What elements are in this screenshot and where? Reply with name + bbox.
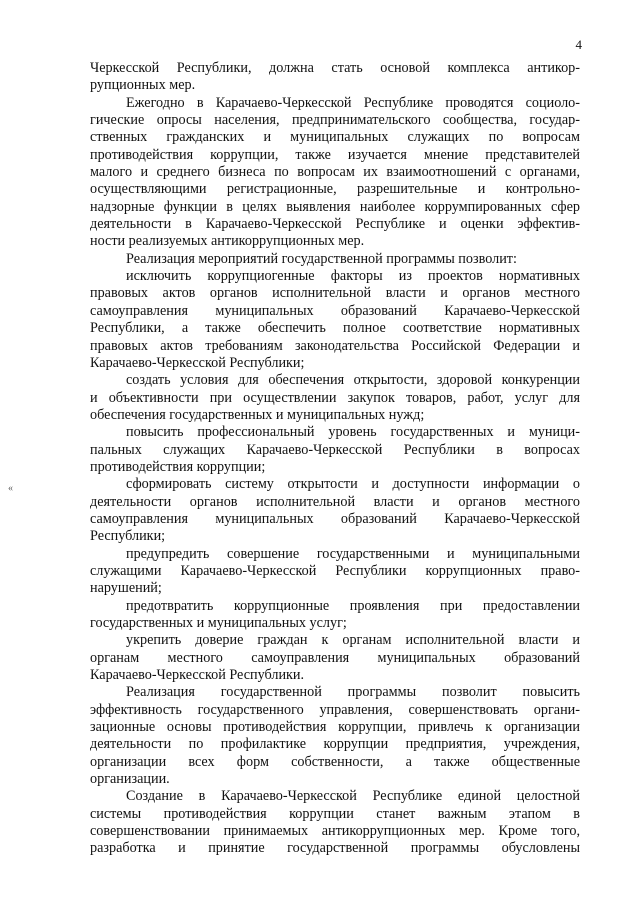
text-line: Республики, а также обеспечить полное соответствие нормативных: [90, 320, 580, 337]
text-line: надзорные функции в целях выявления наиболее коррумпированных сфер: [90, 198, 580, 215]
text-line: организации всех форм собственности, а также общественные: [90, 753, 580, 770]
text-line: укрепить доверие граждан к органам исполнительной власти и: [126, 632, 580, 649]
text-line: малого и среднего бизнеса по вопросам их взаимоотношений с органами,: [90, 164, 580, 181]
text-line: эффективность государственного управления, совершенствовать органи-: [90, 701, 580, 718]
text-line: и объективности при осуществлении закупок товаров, работ, услуг для: [90, 389, 580, 406]
text-line: нарушений;: [90, 580, 162, 597]
text-line: гические опросы населения, предпринимательского сообщества, государ-: [90, 112, 580, 129]
text-line: предотвратить коррупционные проявления при предоставлении: [126, 597, 580, 614]
text-line: Ежегодно в Карачаево-Черкесской Республике проводятся социоло-: [126, 94, 580, 111]
text-line: Черкесской Республики, должна стать основой комплекса антикор-: [90, 60, 580, 76]
text-line: деятельности в Карачаево-Черкесской Республике и оценки эффектив-: [90, 216, 580, 233]
text-line: противодействия коррупции, также изучается мнение представителей: [90, 146, 580, 163]
text-line: ственных гражданских и муниципальных служащих по вопросам: [90, 129, 580, 146]
text-line: Реализация мероприятий государственной программы позволит:: [126, 250, 517, 267]
text-line: правовых актов органов исполнительной власти и органов местного: [90, 285, 580, 302]
text-line: деятельности органов исполнительной власти и органов местного: [90, 493, 580, 510]
text-line: исключить коррупциогенные факторы из проектов нормативных: [126, 268, 580, 285]
text-line: Республики;: [90, 528, 166, 545]
margin-mark: «: [8, 483, 13, 494]
text-line: деятельности по профилактике коррупции предприятия, учреждения,: [90, 736, 580, 753]
text-line: противодействия коррупции;: [90, 458, 266, 475]
text-line: обеспечения государственных и муниципальных нужд;: [90, 406, 425, 423]
text-line: служащими Карачаево-Черкесской Республики коррупционных право-: [90, 562, 580, 579]
text-line: самоуправления муниципальных образований Карачаево-Черкесской: [90, 302, 580, 319]
page-number: 4: [575, 37, 582, 52]
text-line: самоуправления муниципальных образований Карачаево-Черкесской: [90, 510, 580, 527]
text-line: рупционных мер.: [90, 77, 196, 94]
text-line: осуществляющими регистрационные, разрешительные и контрольно-: [90, 181, 580, 198]
text-line: предупредить совершение государственными и муниципальными: [126, 545, 580, 562]
text-line: зационные основы противодействия коррупции, привлечь к организации: [90, 719, 580, 736]
text-line: повысить профессиональный уровень государственных и муници-: [126, 424, 580, 441]
text-line: разработка и принятие государственной программы обусловлены: [90, 840, 580, 857]
text-line: организации.: [90, 771, 170, 788]
text-line: Создание в Карачаево-Черкесской Республике единой целостной: [126, 788, 580, 805]
text-line: Карачаево-Черкесской Республики;: [90, 354, 305, 371]
text-line: Реализация государственной программы позволит повысить: [126, 684, 580, 701]
text-line: пальных служащих Карачаево-Черкесской Республики в вопросах: [90, 441, 580, 458]
text-line: органам местного самоуправления муниципальных образований: [90, 649, 580, 666]
text-line: Карачаево-Черкесской Республики.: [90, 667, 305, 684]
text-line: правовых актов требованиям законодательства Российской Федерации и: [90, 337, 580, 354]
text-line: ности реализуемых антикоррупционных мер.: [90, 233, 365, 250]
text-line: системы противодействия коррупции станет важным этапом в: [90, 805, 580, 822]
text-line: совершенствовании принимаемых антикоррупционных мер. Кроме того,: [90, 823, 580, 840]
body-text: [90, 60, 580, 858]
text-line: создать условия для обеспечения открытости, здоровой конкуренции: [126, 372, 580, 389]
text-line: сформировать систему открытости и доступности информации о: [126, 476, 580, 493]
text-line: государственных и муниципальных услуг;: [90, 615, 347, 631]
